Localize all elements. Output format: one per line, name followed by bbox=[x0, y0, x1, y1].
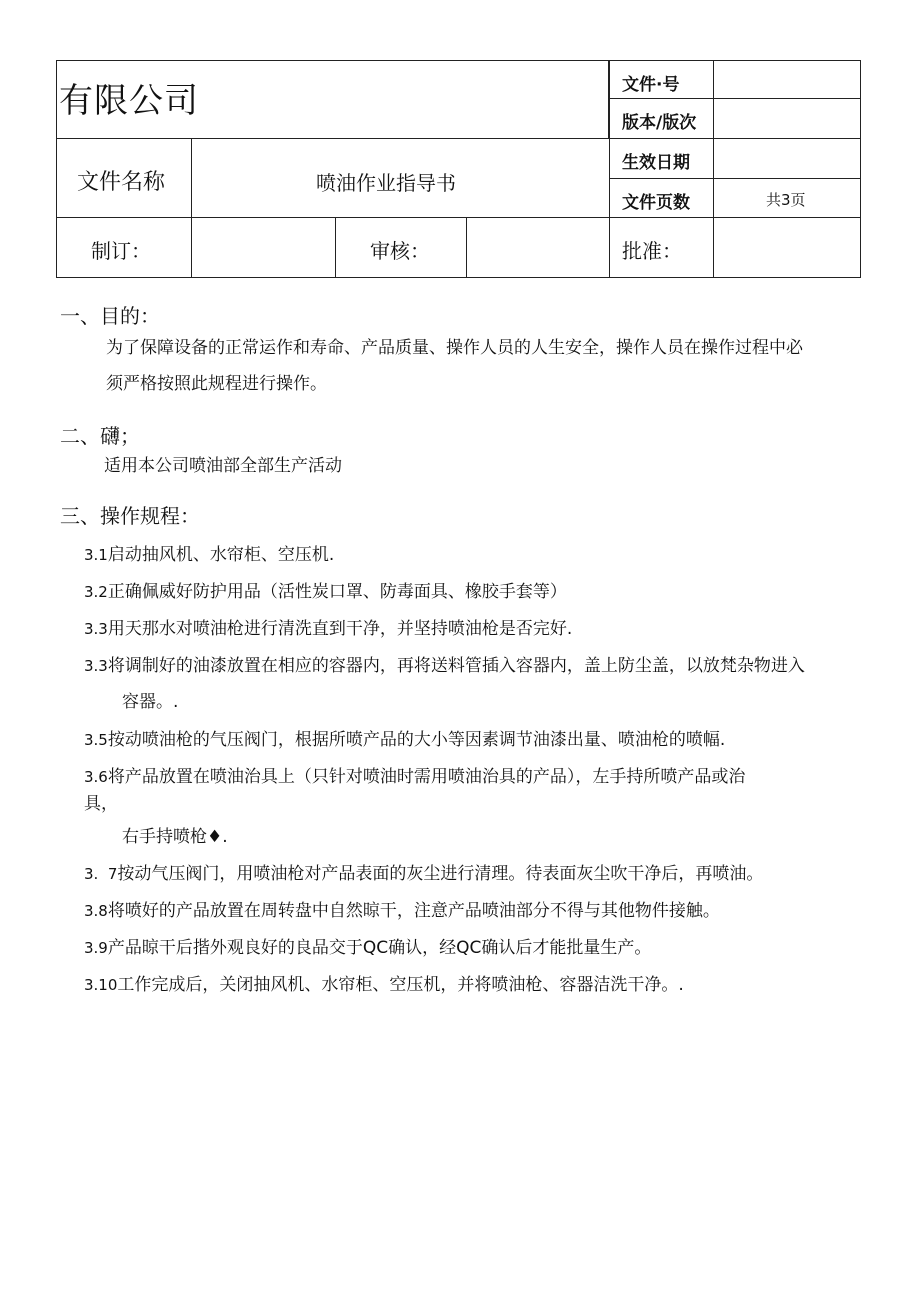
step-number: 3.5 bbox=[84, 731, 108, 749]
pages-value: 共3页 bbox=[766, 191, 806, 209]
step-number: 3.1 bbox=[84, 546, 108, 564]
step-item bbox=[84, 540, 334, 565]
pages-label: 文件页数 bbox=[622, 193, 690, 213]
step-text: 工作完成后，关闭抽风机、水帘柜、空压机，并将喷油枪、容器洁洗干净。. bbox=[117, 975, 684, 995]
doc-no-label: 文件·号 bbox=[622, 75, 680, 95]
purpose-line-1: 为了保障设备的正常运作和寿命、产品质量、操作人员的人生安全，操作人员在操作过程中必 bbox=[106, 338, 803, 358]
doc-name-value: 喷油作业指导书 bbox=[316, 171, 456, 195]
step-text: 启动抽风机、水帘柜、空压机. bbox=[107, 545, 335, 565]
pages-label-cell bbox=[609, 178, 714, 218]
doc-no-value-cell bbox=[713, 60, 861, 99]
scope-text: 适用本公司喷油部全部生产活动 bbox=[104, 456, 342, 476]
prepared-label-cell bbox=[56, 217, 192, 278]
step-number: 3.3 bbox=[84, 657, 108, 675]
step-number: 3.3 bbox=[84, 620, 108, 638]
pages-value-cell bbox=[713, 178, 861, 218]
doc-name-value-cell bbox=[191, 138, 610, 218]
step-text: 将喷好的产品放置在周转盘中自然晾干，注意产品喷油部分不得与其他物件接触。 bbox=[107, 901, 720, 921]
document-header-table bbox=[56, 60, 861, 278]
version-value-cell bbox=[713, 98, 861, 139]
section-purpose-title: 一、目的： bbox=[60, 304, 160, 328]
step-item bbox=[84, 614, 572, 639]
company-name: 有限公司 bbox=[59, 81, 199, 121]
doc-name-label: 文件名称 bbox=[77, 170, 166, 195]
company-name-cell bbox=[56, 60, 609, 139]
step-number: 3.10 bbox=[84, 976, 118, 994]
reviewed-label-cell bbox=[335, 217, 467, 278]
step-item bbox=[84, 970, 684, 995]
effective-date-value-cell bbox=[713, 138, 861, 179]
doc-name-label-cell bbox=[56, 138, 192, 218]
effective-date-label-cell bbox=[609, 138, 714, 179]
step-text: 用天那水对喷油枪进行清洗直到干净，并坚持喷油枪是否完好. bbox=[107, 619, 573, 639]
approved-label: 批准： bbox=[622, 239, 682, 263]
version-label-cell bbox=[609, 98, 714, 139]
step-continuation: 容器。. bbox=[122, 692, 179, 712]
step-item bbox=[84, 651, 805, 676]
step-text: 正确佩威好防护用品（活性炭口罩、防毒面具、橡胶手套等） bbox=[107, 582, 567, 602]
step-item bbox=[84, 725, 725, 750]
section-scope-title: 二、礴； bbox=[60, 424, 140, 448]
step-continuation: 具， bbox=[84, 794, 118, 814]
approved-sign-cell bbox=[713, 217, 861, 278]
section-procedure-title: 三、操作规程： bbox=[60, 504, 200, 528]
step-number: 3. 7 bbox=[84, 865, 118, 883]
approved-label-cell bbox=[609, 217, 714, 278]
step-text: 按动喷油枪的气压阀门，根据所喷产品的大小等因素调节油漆出量、喷油枪的喷幅. bbox=[107, 730, 726, 750]
reviewed-sign-cell bbox=[466, 217, 610, 278]
step-number: 3.6 bbox=[84, 768, 108, 786]
step-text: 产品晾干后揩外观良好的良品交于QC确认，经QC确认后才能批量生产。 bbox=[107, 938, 652, 958]
reviewed-label: 审核： bbox=[370, 239, 430, 263]
step-number: 3.9 bbox=[84, 939, 108, 957]
step-item bbox=[84, 762, 745, 787]
doc-no-label-cell bbox=[609, 60, 714, 99]
purpose-line-2: 须严格按照此规程进行操作。 bbox=[106, 374, 327, 394]
step-number: 3.8 bbox=[84, 902, 108, 920]
step-continuation: 右手持喷枪♦. bbox=[122, 827, 228, 847]
step-text: 将产品放置在喷油治具上（只针对喷油时需用喷油治具的产品），左手持所喷产品或治 bbox=[107, 767, 746, 787]
prepared-sign-cell bbox=[191, 217, 336, 278]
step-item bbox=[84, 859, 763, 884]
step-number: 3.2 bbox=[84, 583, 108, 601]
step-item bbox=[84, 933, 651, 958]
effective-date-label: 生效日期 bbox=[622, 153, 690, 173]
step-text: 按动气压阀门，用喷油枪对产品表面的灰尘进行清理。待表面灰尘吹干净后，再喷油。 bbox=[117, 864, 764, 884]
step-text: 将调制好的油漆放置在相应的容器内，再将送料管插入容器内，盖上防尘盖，以放梵杂物进入 bbox=[107, 656, 805, 676]
version-label: 版本/版次 bbox=[622, 113, 697, 133]
prepared-label: 制订： bbox=[91, 239, 151, 263]
step-item bbox=[84, 577, 567, 602]
step-item bbox=[84, 896, 720, 921]
